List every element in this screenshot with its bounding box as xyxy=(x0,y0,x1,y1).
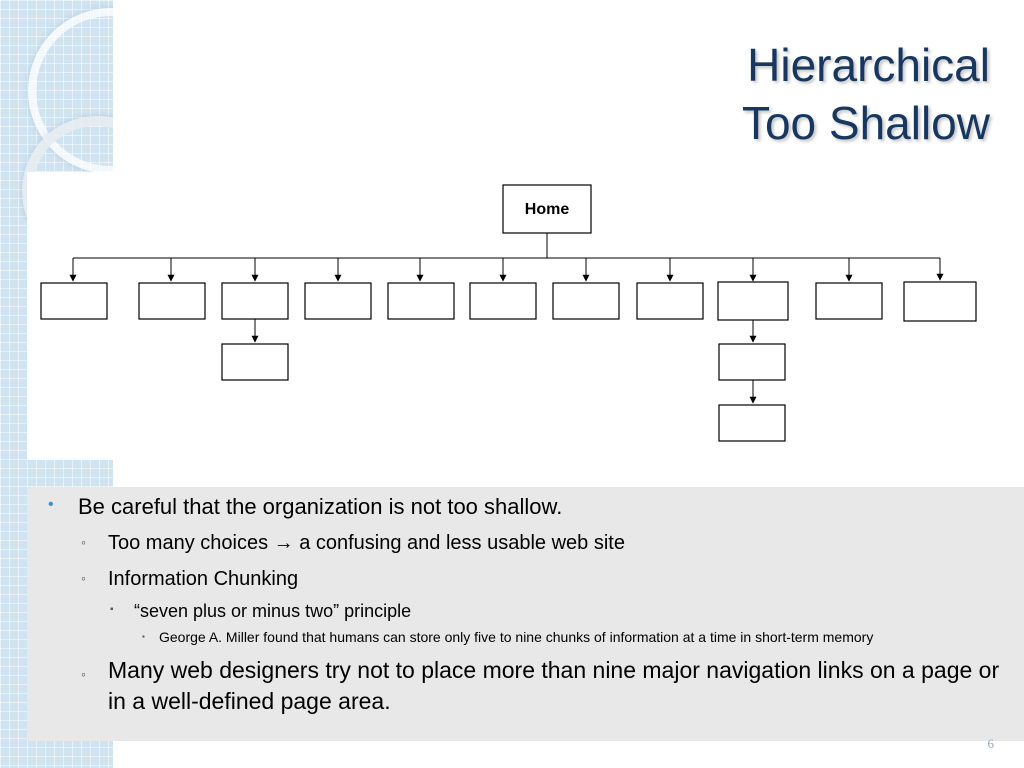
node-box xyxy=(904,282,976,321)
node-box xyxy=(222,283,288,319)
bullet-marker: • xyxy=(48,496,54,513)
hierarchy-diagram-svg xyxy=(27,172,1024,460)
top-level-connectors xyxy=(73,258,940,281)
node-box xyxy=(816,283,882,319)
bullet-marker: ◦ xyxy=(81,666,86,682)
sub-bullet-item xyxy=(81,568,299,591)
bullet-text: Be careful that the organization is not too shallow. xyxy=(78,494,563,519)
level-4-bullet-text: George A. Miller found that humans can store only five to nine chunks of information at a time in short-term memory xyxy=(159,629,874,645)
node-box xyxy=(139,283,205,319)
sub-bullet-text: Too many choices → a confusing and less usable web site xyxy=(108,532,625,554)
node-box xyxy=(718,282,788,320)
node-box xyxy=(388,283,454,319)
bullet-marker: ▪ xyxy=(142,632,145,641)
node-box xyxy=(470,283,536,319)
top-level-nodes xyxy=(41,282,976,321)
child-connectors xyxy=(255,319,753,403)
bullet-panel xyxy=(27,487,1024,741)
home-node xyxy=(503,185,591,233)
level-4-bullet-item xyxy=(142,629,874,645)
sub-bullet-text: Many web designers try not to place more than nine major navigation links on a page or in a well-defined page area. xyxy=(108,657,1000,714)
page-number: 6 xyxy=(987,736,994,751)
child-node-box xyxy=(719,344,785,380)
bullet-item xyxy=(48,494,563,520)
bullet-marker: ▪ xyxy=(110,604,114,615)
child-nodes xyxy=(222,344,785,441)
slide-title xyxy=(742,36,990,152)
child-node-box xyxy=(222,344,288,380)
grandchild-node-box xyxy=(719,405,785,441)
node-box xyxy=(41,283,107,319)
slide-title-line-1: Hierarchical xyxy=(747,39,990,91)
home-node-label: Home xyxy=(524,201,570,218)
bullet-marker: ◦ xyxy=(81,570,86,586)
node-box xyxy=(637,283,703,319)
sub-bullet-item xyxy=(81,655,1013,717)
node-box xyxy=(305,283,371,319)
sub-sub-bullet-text: “seven plus or minus two” principle xyxy=(134,601,412,621)
sub-bullet-item xyxy=(81,532,625,555)
hierarchy-diagram xyxy=(27,172,1024,460)
sub-sub-bullet-item xyxy=(110,601,412,622)
slide-title-line-2: Too Shallow xyxy=(741,97,990,149)
sub-bullet-text: Information Chunking xyxy=(108,568,299,590)
bullet-marker: ◦ xyxy=(81,534,86,550)
node-box xyxy=(553,283,619,319)
